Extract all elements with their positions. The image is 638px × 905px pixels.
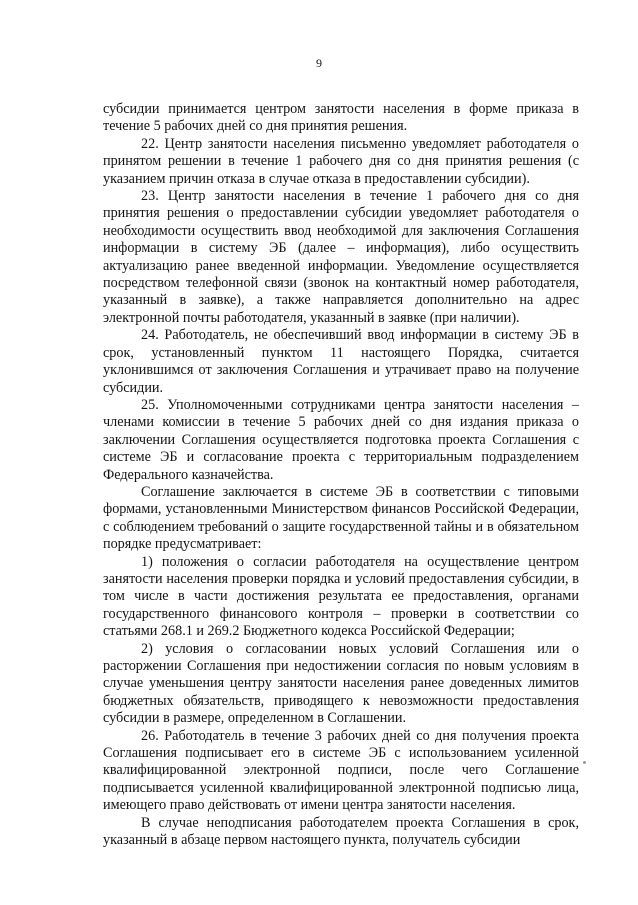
paragraph-23: 23. Центр занятости населения в течение 1 рабочего дня со дня принятия решения о предоставлении субсидии уведомляет работодателя о необходимости осуществить ввод необходимой для заключения Соглашения информации в систему ЭБ (далее – информация), либо осуществить актуализацию ранее введенной информации. Уведомление осуществляется посредством телефонной связи (звонок на контактный номер работодателя, указанный в заявке), а также направляется дополнительно на адрес электронной почты работодателя, указанный в заявке (при наличии). [103, 188, 579, 326]
paragraph-item-1: 1) положения о согласии работодателя на осуществление центром занятости населения проверки порядка и условий предоставления субсидии, в том числе в части достижения результата ее предоставления, органами государственного финансового контроля – проверки в соответствии со статьями 268.1 и 269.2 Бюджетного кодекса Российской Федерации; [103, 553, 579, 640]
document-body [103, 101, 579, 849]
paragraph-continuation: субсидии принимается центром занятости населения в форме приказа в течение 5 рабочих дней со дня принятия решения. [103, 101, 579, 135]
paragraph-non-signing: В случае неподписания работодателем проекта Соглашения в срок, указанный в абзаце первом настоящего пункта, получатель субсидии [103, 814, 579, 849]
paragraph-24: 24. Работодатель, не обеспечивший ввод информации в систему ЭБ в срок, установленный пунктом 11 настоящего Порядка, считается уклонившимся от заключения Соглашения и утрачивает право на получение субсидии. [103, 327, 579, 396]
paragraph-25: 25. Уполномоченными сотрудниками центра занятости населения – членами комиссии в течение 5 рабочих дней со дня издания приказа о заключении Соглашения осуществляется подготовка проекта Соглашения с системе ЭБ и согласование проекта с территориальным подразделением Федерального казначейства. [103, 396, 579, 483]
paragraph-22: 22. Центр занятости населения письменно уведомляет работодателя о принятом решении в течение 1 рабочего дня со дня принятия решения (с указанием причин отказа в случае отказа в предоставлении субсидии). [103, 135, 579, 187]
paragraph-item-2: 2) условия о согласовании новых условий Соглашения или о расторжении Соглашения при недостижении согласия по новым условиям в случае уменьшения центру занятости населения ранее доведенных лимитов бюджетных обязательств, приводящего к невозможности предоставления субсидии в размере, определенном в Соглашении. [103, 640, 579, 727]
page-number: 9 [316, 56, 322, 70]
paragraph-agreement-terms: Соглашение заключается в системе ЭБ в соответствии с типовыми формами, установленными Министерством финансов Российской Федерации, с соблюдением требований о защите государственной тайны и в обязательном порядке предусматривает: [103, 483, 579, 553]
paragraph-26: 26. Работодатель в течение 3 рабочих дней со дня получения проекта Соглашения подписывает его в системе ЭБ с использованием усиленной квалифицированной электронной подписи, после чего Соглашение подписывается усиленной квалифицированной электронной подписью лица, имеющего право действовать от имени центра занятости населения. [103, 727, 579, 814]
scan-speck [583, 761, 586, 764]
